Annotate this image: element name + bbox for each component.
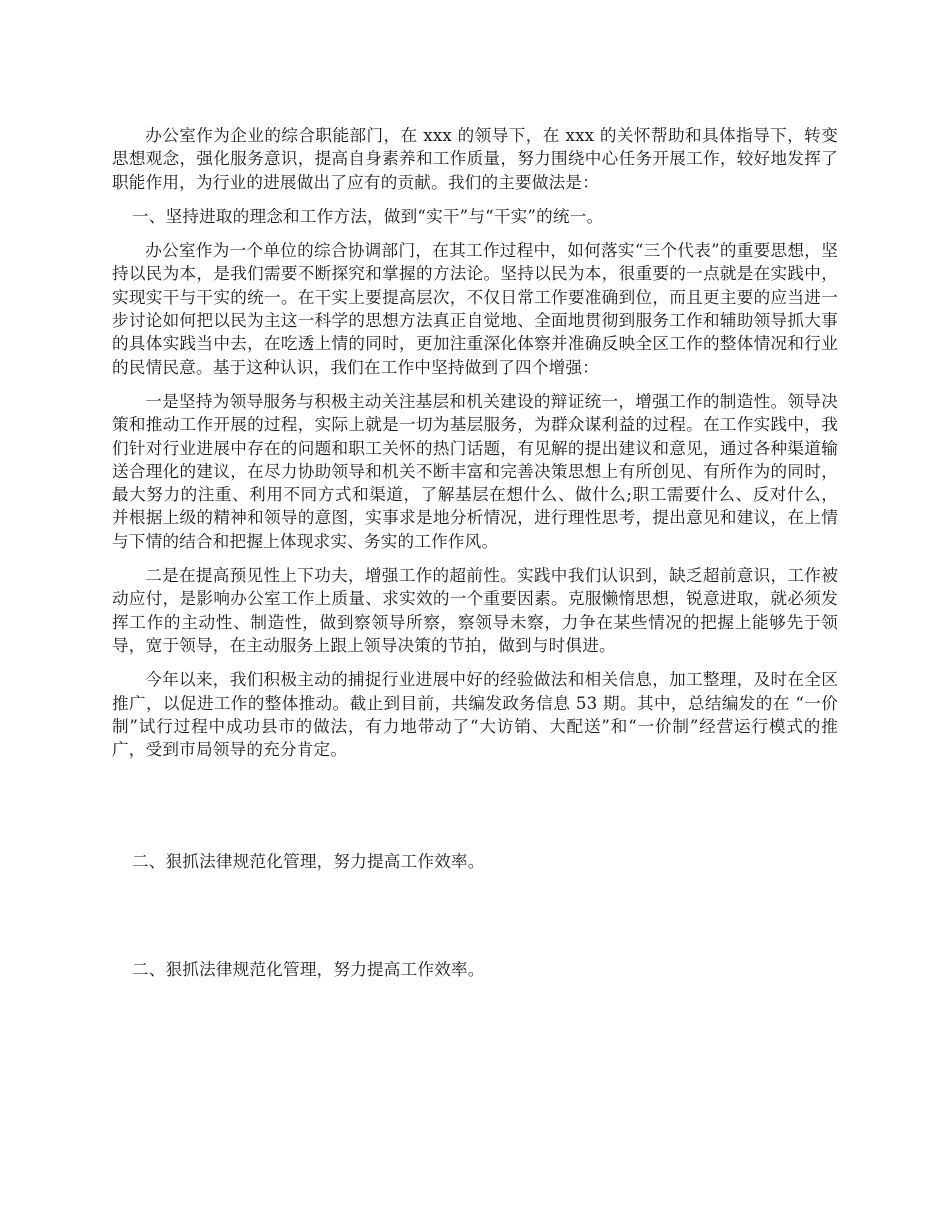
blank-space: [112, 772, 838, 850]
body-paragraph-4: 今年以来，我们积极主动的捕捉行业进展中好的经验做法和相关信息，加工整理，及时在全区推广，以促进工作的整体推动。截止到目前，共编发政务信息 53 期。其中，总结编发的在 “一价制”试行过程中成功县市的做法，有力地带动了“大访销、大配送”和“一价制”经营运行模式的推广，受到市局领导的充分肯定。: [112, 670, 838, 760]
intro-paragraph: 办公室作为企业的综合职能部门，在 xxx 的领导下，在 xxx 的关怀帮助和具体指导下，转变思想观念，强化服务意识，提高自身素养和工作质量，努力围绕中心任务开展工作，较好地发挥了职能作用，为行业的进展做出了应有的贡献。我们的主要做法是：: [112, 126, 838, 192]
document-body: [112, 124, 838, 981]
section-heading-2: 二、狠抓法律规范化管理，努力提高工作效率。: [131, 852, 485, 872]
body-paragraph-3: 二是在提高预见性上下功夫，增强工作的超前性。实践中我们认识到，缺乏超前意识，工作被动应付，是影响办公室工作上质量、求实效的一个重要因素。克服懒惰思想，锐意进取，就必须发挥工作的主动性、制造性，做到察领导所察，察领导未察，力争在某些情况的把握上能够先于领导，宽于领导，在主动服务上跟上领导决策的节拍，做到与时俱进。: [112, 566, 838, 655]
body-paragraph-1: 办公室作为一个单位的综合协调部门，在其工作过程中，如何落实“三个代表”的重要思想，坚持以民为本，是我们需要不断探究和掌握的方法论。坚持以民为本，很重要的一点就是在实践中，实现实干与干实的统一。在干实上要提高层次，不仅日常工作要准确到位，而且更主要的应当进一步讨论如何把以民为主这一科学的思想方法真正自觉地、全面地贯彻到服务工作和辅助领导抓大事的具体实践当中去，在吃透上情的同时，更加注重深化体察并准确反映全区工作的整体情况和行业的民情民意。基于这种认识，我们在工作中坚持做到了四个增强：: [112, 241, 838, 377]
body-paragraph-2: 一是坚持为领导服务与积极主动关注基层和机关建设的辩证统一，增强工作的制造性。领导决策和推动工作开展的过程，实际上就是一切为基层服务，为群众谋利益的过程。在工作实践中，我们针对行业进展中存在的问题和职工关怀的热门话题，有见解的提出建议和意见，通过各种渠道输送合理化的建议，在尽力协助领导和机关不断丰富和完善决策思想上有所创见、有所作为的同时，最大努力的注重、利用不同方式和渠道，了解基层在想什么、做什么;职工需要什么、反对什么，并根据上级的精神和领导的意图，实事求是地分析情况，进行理性思考，提出意见和建议，在上情与下情的结合和把握上体现求实、务实的工作作风。: [112, 391, 838, 551]
blank-space: [112, 874, 838, 958]
section-heading-2-repeat: 二、狠抓法律规范化管理，努力提高工作效率。: [131, 959, 485, 979]
section-heading-1: 一、坚持进取的理念和工作方法，做到“实干”与“干实”的统一。: [131, 206, 604, 226]
